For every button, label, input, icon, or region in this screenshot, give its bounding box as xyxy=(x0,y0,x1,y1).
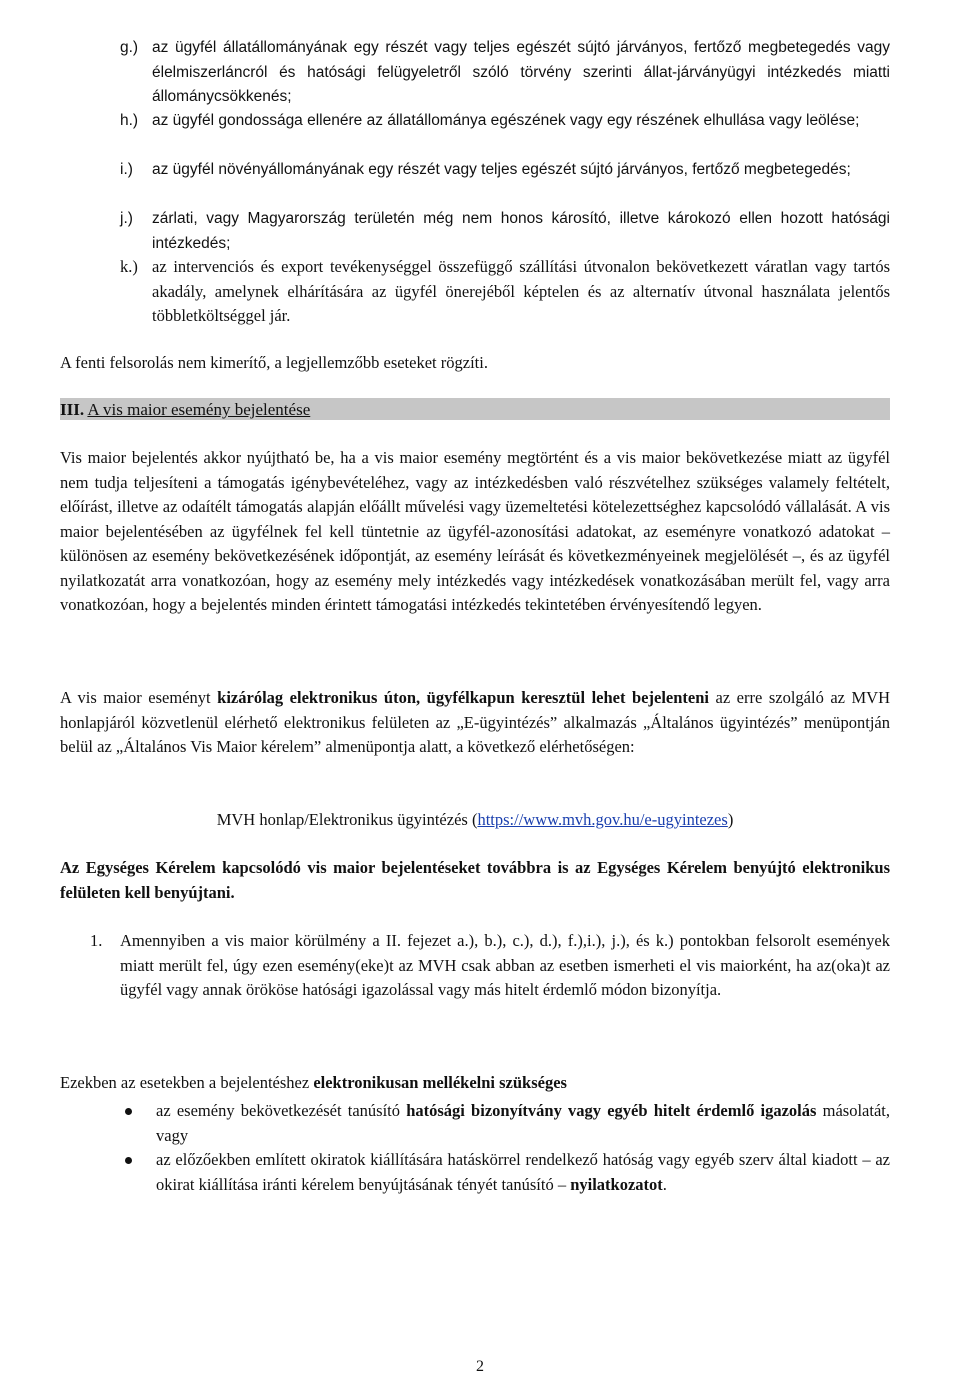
bullet-text xyxy=(156,1099,890,1148)
list-marker: k.) xyxy=(120,257,138,276)
list-item-j xyxy=(120,207,890,256)
text-run: az előzőekben említett okiratok kiállítására hatáskörrel rendelkező hatóság vagy egyéb szerv által kiadott – az okirat kiállítása iránti kérelem benyújtásának tényét tanúsító – xyxy=(156,1150,890,1194)
text-run: A vis maior eseményt xyxy=(60,688,218,707)
text-run: Ezekben az esetekben a bejelentéshez xyxy=(60,1073,314,1092)
mvh-link[interactable]: https://www.mvh.gov.hu/e-ugyintezes xyxy=(477,810,728,829)
emphasis-text: elektronikusan mellékelni szükséges xyxy=(313,1073,567,1092)
emphasis-text: kizárólag elektronikus úton, ügyfélkapun keresztül lehet bejelenteni xyxy=(217,688,709,707)
list-item-text: az ügyfél gondossága ellenére az állatállománya egészének vagy egy részének elhullása vagy leölése; xyxy=(152,112,860,129)
intro-line xyxy=(60,1071,890,1096)
text-run: az esemény bekövetkezését tanúsító xyxy=(156,1101,407,1120)
link-line xyxy=(60,808,890,833)
list-item-h xyxy=(120,109,890,134)
bullet-item-2 xyxy=(120,1148,890,1197)
list-item-text: az ügyfél növényállományának egy részét vagy teljes egészét sújtó járványos, fertőző megbetegedés; xyxy=(152,161,851,178)
emphasis-text: nyilatkozatot xyxy=(570,1174,663,1194)
list-marker: i.) xyxy=(120,161,133,178)
text-run: . xyxy=(662,1174,667,1194)
text-run: MVH honlap/Elektronikus ügyintézés ( xyxy=(216,810,478,829)
list-item-g xyxy=(120,36,890,110)
body-paragraph-1: Vis maior bejelentés akkor nyújtható be, ha a vis maior esemény megtörtént és a vis maior bekövetkezése miatt az ügyfél nem tudja teljesíteni a támogatás igénybevételéhez, vagy az intézkedésben való részvételhez szükséges valamely feltételt, előírást, illetve az odaítélt támogatás alapján előállt művelési vagy üzemeltetési kötelezettséghez kapcsolódó vállalását. A vis maior bejelentésében az ügyfélnek fel kell tüntetnie az ügyfél-azonosítási adatokat, az eseményre vonatkozó adatokat – különösen az esemény bekövetkezésének időpontját, az esemény leírását és következményeinek megjelölését –, és az ügyfél nyilatkozatát arra vonatkozóan, hogy az esemény mely intézkedés vagy intézkedések vonatkozásában merült fel, vagy arra vonatkozóan, hogy a bejelentés minden érintett támogatási intézkedés tekintetében érvényesítendő legyen. xyxy=(60,448,890,614)
bold-paragraph: Az Egységes Kérelem kapcsolódó vis maior bejelentéseket továbbra is az Egységes Kérelem benyújtó elektronikus felületen kell benyújtani. xyxy=(60,858,890,902)
page-number: 2 xyxy=(476,1358,484,1375)
numbered-marker: 1. xyxy=(90,931,103,950)
list-item-text: az ügyfél állatállományának egy részét vagy teljes egészét sújtó járványos, fertőző megbetegedés vagy élelmiszerláncról és hatósági felügyeletről szóló törvény szerinti állat-járványügyi intézkedés miatti állománycsökkenés; xyxy=(152,39,890,105)
list-item-i xyxy=(120,158,890,183)
list-item-k xyxy=(120,255,890,329)
list-item-text: zárlati, vagy Magyarország területén még nem honos károsító, illetve károkozó ellen hozott hatósági intézkedés; xyxy=(152,210,890,252)
list-item-text: az intervenciós és export tevékenységgel összefüggő szállítási útvonalon bekövetkezett váratlan vagy tartós akadály, amelynek elhárítására az ügyfél önerejéből képtelen és az alternatív útvonal használata jelentős többletköltséggel jár. xyxy=(152,257,890,325)
bullet-item-1 xyxy=(120,1099,890,1148)
body-paragraph-2 xyxy=(60,686,890,760)
text-run: az erre szolgáló az MVH honlapjáról közvetlenül elérhető elektronikus felületen az „E-ügyintézés” alkalmazás „Általános ügyintézés” menüpontján belül az „Általános Vis Maior kérelem” almenüpontja alatt, a következő elérhetőségen: xyxy=(60,688,891,756)
numbered-item-text: Amennyiben a vis maior körülmény a II. fejezet a.), b.), c.), d.), f.),i.), j.), és k.) pontokban felsorolt események miatt merült fel, úgy ezen esemény(eke)t az MVH csak abban az esetben ismerheti el vis maiorként, ha az(oka)t az ügyfél vagy annak örököse hatósági igazolással vagy más hitelt érdemlő módon bizonyítja. xyxy=(120,931,890,999)
emphasis-text: hatósági bizonyítvány vagy egyéb hitelt érdemlő igazolás xyxy=(406,1101,817,1120)
section-heading xyxy=(60,399,310,420)
numbered-item-1 xyxy=(90,929,890,1003)
bullet-text xyxy=(156,1148,890,1197)
summary-paragraph: A fenti felsorolás nem kimerítő, a legjellemzőbb eseteket rögzíti. xyxy=(60,353,488,372)
section-title: A vis maior esemény bejelentése xyxy=(87,400,311,419)
text-run: másolatát, vagy xyxy=(156,1101,890,1145)
section-number: III. xyxy=(60,400,85,419)
list-marker: g.) xyxy=(120,39,139,56)
bullet-icon xyxy=(125,1157,132,1164)
list-marker: h.) xyxy=(120,112,139,129)
text-run: ) xyxy=(727,810,734,829)
list-marker: j.) xyxy=(120,210,133,227)
bullet-icon xyxy=(125,1108,132,1115)
